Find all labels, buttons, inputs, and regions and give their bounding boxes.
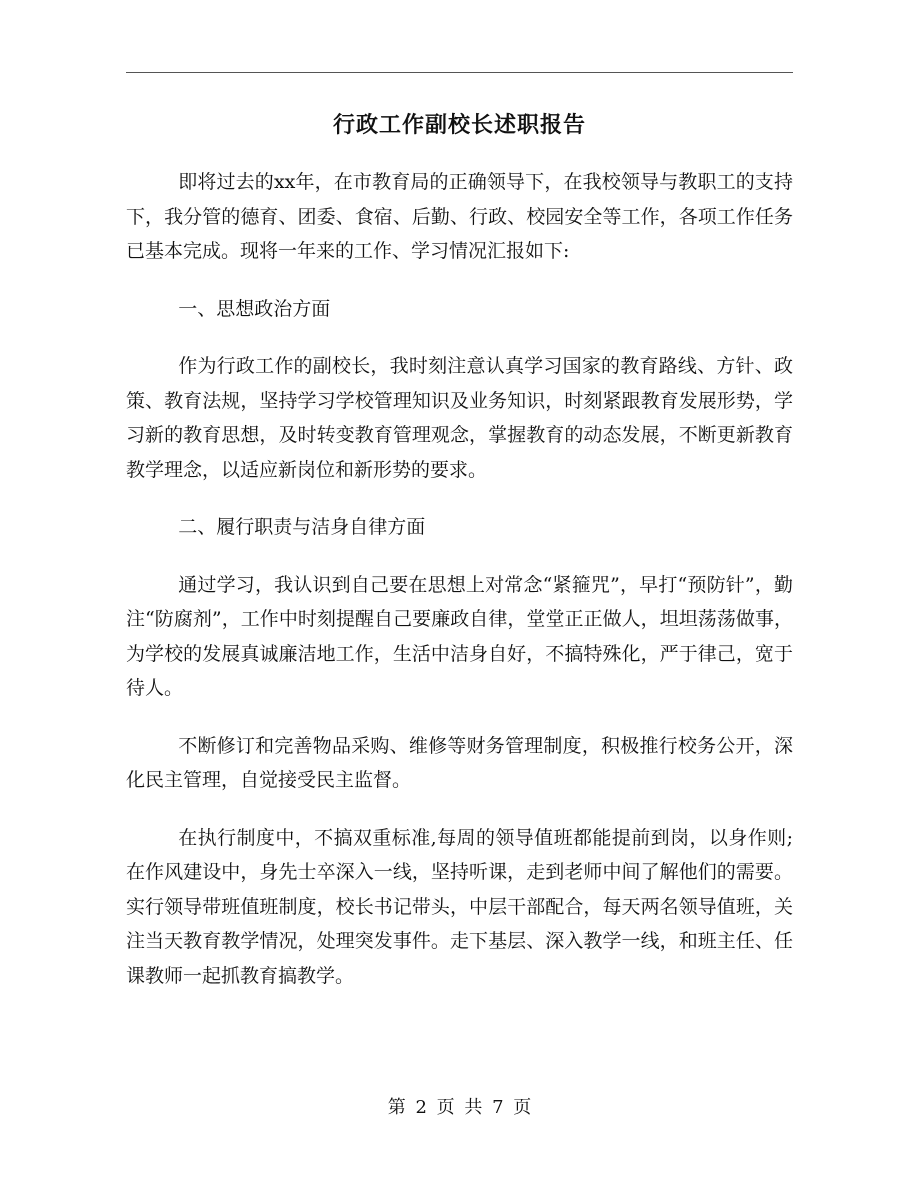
header-rule bbox=[126, 72, 793, 73]
section-heading-1: 一、思想政治方面 bbox=[178, 297, 331, 320]
paragraph-self-discipline: 通过学习，我认识到自己要在思想上对常念“紧箍咒”，早打“预防针”，勤注“防腐剂”，工作中时刻提醒自己要廉政自律，堂堂正正做人，坦坦荡荡做事，为学校的发展真诚廉洁地工作，生活中洁身自好，不搞特殊化，严于律己，宽于待人。 bbox=[126, 573, 793, 699]
paragraph-political: 作为行政工作的副校长，我时刻注意认真学习国家的教育路线、方针、政策、教育法规，坚持学习学校管理知识及业务知识，时刻紧跟教育发展形势，学习新的教育思想，及时转变教育管理观念，掌握教育的动态发展，不断更新教育教学理念，以适应新岗位和新形势的要求。 bbox=[126, 355, 793, 481]
section-heading-2: 二、履行职责与洁身自律方面 bbox=[178, 516, 426, 538]
document-title: 行政工作副校长述职报告 bbox=[332, 112, 586, 138]
paragraph-finance: 不断修订和完善物品采购、维修等财务管理制度，积极推行校务公开，深化民主管理，自觉接受民主监督。 bbox=[126, 734, 793, 791]
document-body bbox=[126, 165, 793, 1016]
page-number-footer: 第 2 页 共 7 页 bbox=[387, 1097, 532, 1118]
paragraph-execution: 在执行制度中，不搞双重标准,每周的领导值班都能提前到岗，以身作则;在作风建设中，身先士卒深入一线，坚持听课，走到老师中间了解他们的需要。实行领导带班值班制度，校长书记带头，中层干部配合，每天两名领导值班，关注当天教育教学情况，处理突发事件。走下基层、深入教学一线，和班主任、任课教师一起抓教育搞教学。 bbox=[126, 826, 793, 987]
paragraph-intro: 即将过去的xx年，在市教育局的正确领导下，在我校领导与教职工的支持下，我分管的德育、团委、食宿、后勤、行政、校园安全等工作，各项工作任务已基本完成。现将一年来的工作、学习情况汇报如下: bbox=[126, 171, 793, 262]
